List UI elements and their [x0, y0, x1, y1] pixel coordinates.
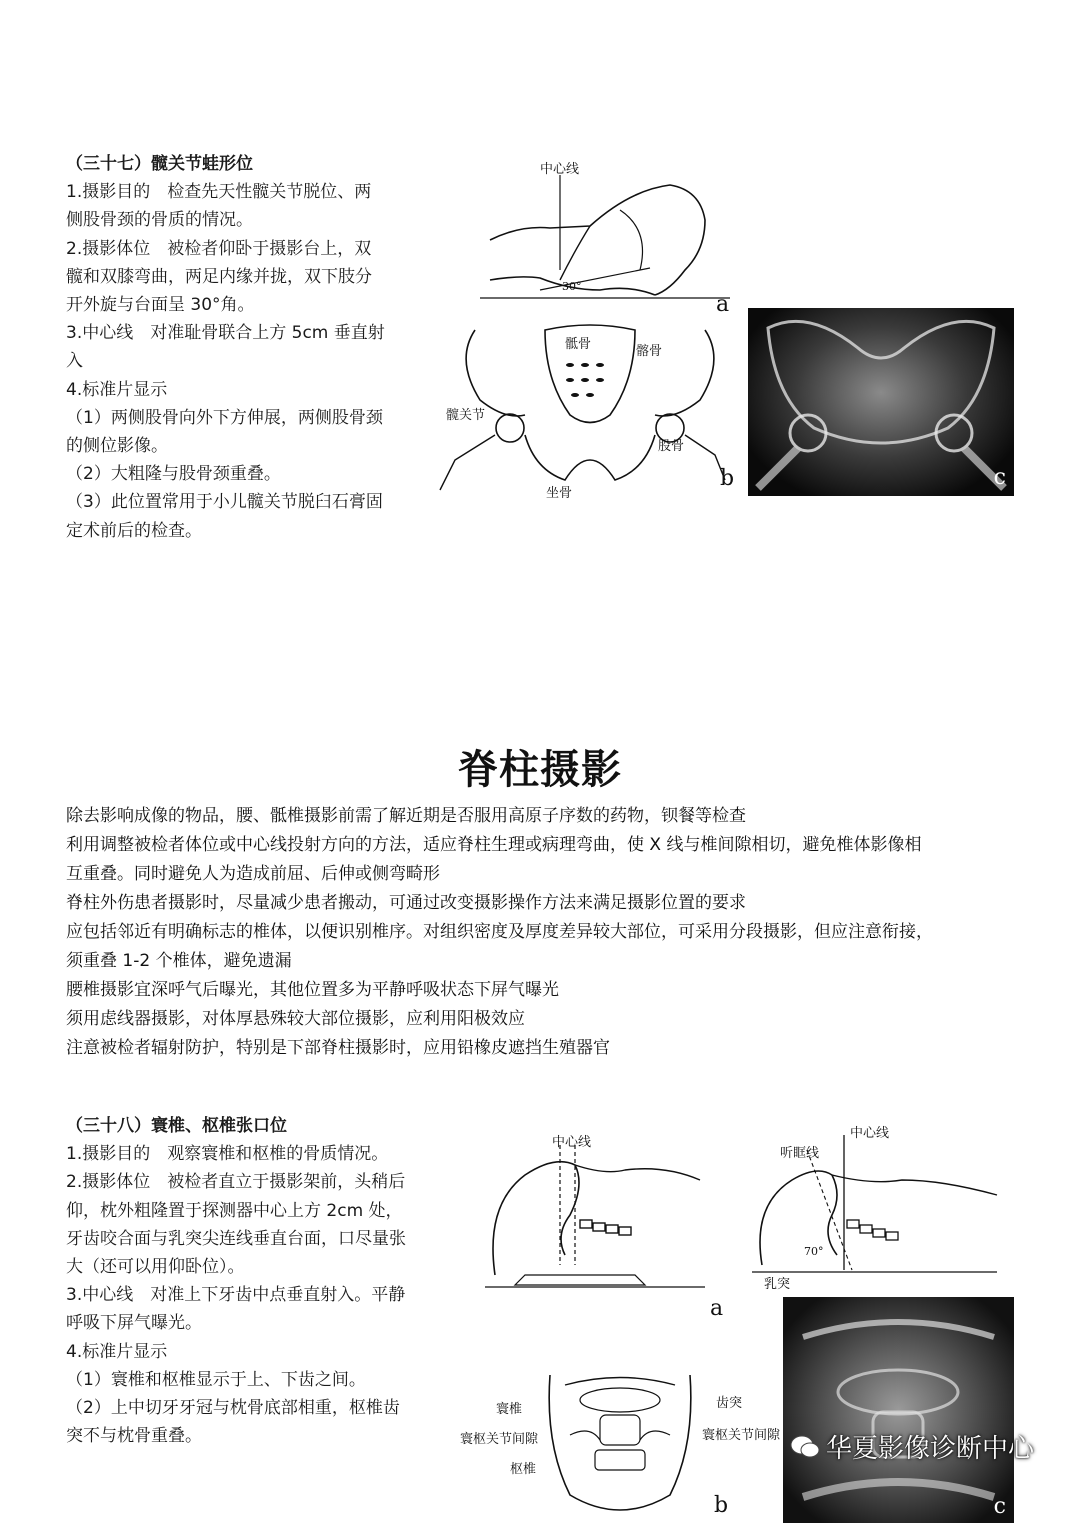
- section38-heading: （三十八）寰椎、枢椎张口位: [66, 1116, 287, 1136]
- spine-paragraph: 互重叠。同时避免人为造成前屈、后伸或侧弯畸形: [66, 864, 440, 884]
- center-line-label-1: 中心线: [552, 1135, 592, 1150]
- section37-line: 髋和双膝弯曲，两足内缘并拢，双下肢分: [66, 266, 372, 287]
- section38-line: 大（还可以用仰卧位）。: [66, 1257, 245, 1278]
- section37-line: 1.摄影目的 检查先天性髋关节脱位、两: [66, 182, 372, 203]
- mastoid-label: 乳突: [764, 1277, 791, 1292]
- center-line-label-2: 中心线: [850, 1126, 890, 1141]
- watermark: [790, 1428, 1034, 1465]
- aa-joint-left-label: 寰枢关节间隙: [460, 1432, 539, 1447]
- section37-heading: （三十七）髋关节蛙形位: [66, 154, 253, 174]
- section38-line: 突不与枕骨重叠。: [66, 1426, 202, 1447]
- open-mouth-drawing: [540, 1365, 700, 1520]
- section37-line: 2.摄影体位 被检者仰卧于摄影台上，双: [66, 238, 372, 259]
- section38-line: 呼吸下屏气曝光。: [66, 1313, 202, 1334]
- spine-paragraph: 利用调整被检者体位或中心线投射方向的方法，适应脊柱生理或病理弯曲，使 X 线与椎间隙相切，避免椎体影像相: [66, 835, 922, 855]
- section37-line: 开外旋与台面呈 30°角。: [66, 295, 255, 316]
- figure-label-b: b: [714, 1493, 729, 1518]
- section38-line: 1.摄影目的 观察寰椎和枢椎的骨质情况。: [66, 1144, 389, 1165]
- section37-line: 的侧位影像。: [66, 436, 168, 457]
- open-mouth-xray: [783, 1297, 1014, 1523]
- section38-line: 仰，枕外粗隆置于探测器中心上方 2cm 处，: [66, 1200, 403, 1221]
- figure-label-a: a: [716, 292, 730, 317]
- section38-line: （2）上中切牙牙冠与枕骨底部相重，枢椎齿: [66, 1398, 400, 1419]
- frog-position-drawing: [480, 150, 740, 310]
- section37-line: （3）此位置常用于小儿髋关节脱臼石膏固: [66, 492, 383, 513]
- section37-text: [66, 150, 426, 545]
- femur-label: 股骨: [658, 439, 685, 454]
- spine-paragraph: 须重叠 1-2 个椎体，避免遗漏: [66, 951, 292, 971]
- figure-label-c: c: [993, 1494, 1006, 1519]
- page-title: 脊柱摄影: [458, 747, 622, 793]
- section37-line: （1）两侧股骨向外下方伸展，两侧股骨颈: [66, 407, 383, 428]
- dens-label: 齿突: [716, 1396, 743, 1411]
- ilium-label: 髂骨: [636, 344, 663, 359]
- center-line-label: 中心线: [540, 162, 580, 177]
- section37-line: 4.标准片显示: [66, 379, 168, 400]
- atlas-label: 寰椎: [496, 1402, 523, 1417]
- open-mouth-xray-shapes: [783, 1297, 1014, 1523]
- aa-joint-right-label: 寰枢关节间隙: [702, 1428, 781, 1443]
- pelvis-xray: [748, 308, 1014, 496]
- ischium-label: 坐骨: [546, 486, 573, 501]
- spine-paragraph: 应包括邻近有明确标志的椎体，以便识别椎序。对组织密度及厚度差异较大部位，可采用分段摄影，但应注意衔接，: [66, 922, 933, 942]
- spine-paragraph: 脊柱外伤患者摄影时，尽量减少患者搬动，可通过改变摄影操作方法来满足摄影位置的要求: [66, 893, 746, 913]
- figure-label-b: b: [720, 466, 735, 491]
- figure-label-c: c: [993, 465, 1006, 490]
- spine-paragraph: 除去影响成像的物品，腰、骶椎摄影前需了解近期是否服用高原子序数的药物，钡餐等检查: [66, 806, 746, 826]
- spine-intro: [66, 802, 1026, 1063]
- wechat-icon: [790, 1434, 820, 1460]
- figure-label-a: a: [710, 1296, 724, 1321]
- section38-line: （1）寰椎和枢椎显示于上、下齿之间。: [66, 1369, 366, 1390]
- audio-orbital-label: 听眶线: [780, 1146, 820, 1161]
- supine-head-drawing: [485, 1145, 710, 1290]
- spine-paragraph: 须用虑线器摄影，对体厚悬殊较大部位摄影，应利用阳极效应: [66, 1009, 525, 1029]
- section37-line: 入: [66, 351, 83, 372]
- section37-line: 3.中心线 对准耻骨联合上方 5cm 垂直射: [66, 323, 385, 344]
- section38-text: [66, 1112, 446, 1450]
- section38-line: 牙齿咬合面与乳突尖连线垂直台面，口尽量张: [66, 1228, 406, 1249]
- section38-line: 4.标准片显示: [66, 1341, 168, 1362]
- section37-line: 侧股骨颈的骨质的情况。: [66, 210, 253, 231]
- section37-line: （2）大粗隆与股骨颈重叠。: [66, 464, 281, 485]
- section38-line: 2.摄影体位 被检者直立于摄影架前，头稍后: [66, 1172, 406, 1193]
- spine-paragraph: 腰椎摄影宜深呼气后曝光，其他位置多为平静呼吸状态下屏气曝光: [66, 980, 559, 1000]
- axis-label: 枢椎: [510, 1462, 537, 1477]
- hip-joint-label: 髋关节: [446, 408, 486, 423]
- angle-label: 30°: [562, 280, 582, 293]
- section38-line: 3.中心线 对准上下牙齿中点垂直射入。平静: [66, 1285, 406, 1306]
- spine-paragraph: 注意被检者辐射防护，特别是下部脊柱摄影时，应用铅橡皮遮挡生殖器官: [66, 1038, 610, 1058]
- watermark-text: 华夏影像诊断中心: [826, 1434, 1035, 1464]
- pelvis-xray-shapes: [748, 308, 1014, 496]
- angle-label-70: 70°: [804, 1245, 824, 1258]
- sacrum-label: 骶骨: [565, 337, 592, 352]
- section37-line: 定术前后的检查。: [66, 520, 202, 541]
